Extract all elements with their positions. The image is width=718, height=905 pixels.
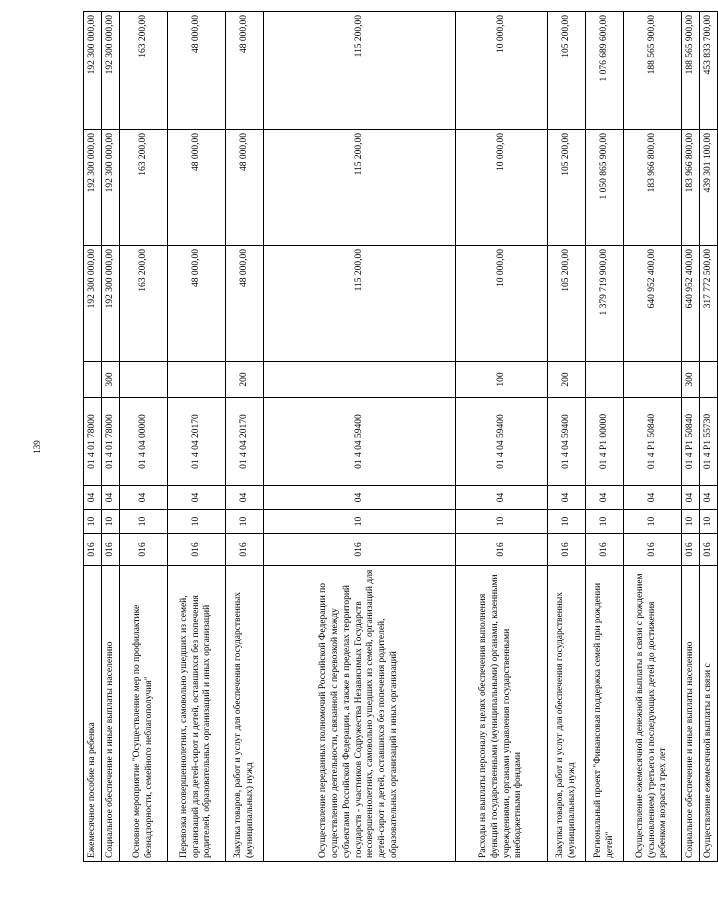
cell-vr [84,362,102,398]
cell-vr [120,362,168,398]
cell-csr: 01 4 P1 50840 [624,398,682,486]
cell-sub: 04 [548,486,586,510]
cell-y2: 10 000,00 [456,130,548,246]
cell-sub: 04 [456,486,548,510]
cell-csr: 01 4 01 78000 [102,398,120,486]
cell-y2: 183 966 800,00 [624,130,682,246]
cell-name: Осуществление переданных полномочий Российской Федерации по осуществлению деятельности, связанной с перевозкой между субъектами Российской Федерации, а также в пределах территорий государств - участников Содружества Независимых Государств несовершеннолетних, самовольно ушедших из семей, организаций для детей-сирот и детей, оставшихся без попечения родителей, образовательных организаций и иных организаций [264,566,456,862]
cell-y3: 192 300 000,00 [84,12,102,130]
table-row [102,12,120,862]
cell-y3: 188 565 900,00 [682,12,700,130]
cell-csr: 01 4 04 20170 [168,398,226,486]
cell-y1: 640 952 400,00 [624,246,682,362]
cell-y2: 48 000,00 [168,130,226,246]
table-row [682,12,700,862]
cell-vr: 300 [682,362,700,398]
cell-sub: 04 [226,486,264,510]
cell-csr: 01 4 04 59400 [456,398,548,486]
cell-y2: 105 200,00 [548,130,586,246]
cell-name: Ежемесячное пособие на ребенка [84,566,102,862]
cell-y3: 192 300 000,00 [102,12,120,130]
cell-org: 016 [264,534,456,566]
cell-sub: 04 [264,486,456,510]
table-row [456,12,548,862]
cell-name: Закупка товаров, работ и услуг для обеспечения государственных (муниципальных) нужд [226,566,264,862]
table-row [84,12,102,862]
cell-sub: 04 [624,486,682,510]
table-row [548,12,586,862]
cell-y1: 192 300 000,00 [84,246,102,362]
table-row [624,12,682,862]
cell-name: Перевозка несовершеннолетних, самовольно ушедших из семей, организаций для детей-сирот и детей, оставшихся без попечения родителей, образовательных организаций и иных организаций [168,566,226,862]
cell-sec: 10 [682,510,700,534]
cell-sec: 10 [120,510,168,534]
cell-sec: 10 [456,510,548,534]
cell-y1: 105 200,00 [548,246,586,362]
cell-name: Социальное обеспечение и иные выплаты населению [682,566,700,862]
cell-sec: 10 [102,510,120,534]
table-row [168,12,226,862]
cell-y3: 453 833 700,00 [700,12,718,130]
cell-org: 016 [84,534,102,566]
cell-y1: 640 952 400,00 [682,246,700,362]
cell-vr: 200 [226,362,264,398]
cell-y1: 192 300 000,00 [102,246,120,362]
cell-y1: 1 379 719 900,00 [586,246,624,362]
cell-y2: 192 300 000,00 [102,130,120,246]
cell-vr: 300 [102,362,120,398]
cell-sub: 04 [586,486,624,510]
cell-org: 016 [682,534,700,566]
cell-vr: 100 [456,362,548,398]
cell-vr [624,362,682,398]
cell-csr: 01 4 01 78000 [84,398,102,486]
cell-y2: 1 050 865 900,00 [586,130,624,246]
cell-org: 016 [102,534,120,566]
cell-org: 016 [456,534,548,566]
budget-table-container [83,12,713,862]
cell-sec: 10 [624,510,682,534]
cell-name: Осуществление ежемесячной денежной выплаты в связи с рождением (усыновлением) третьего и последующих детей до достижения ребенком возраста трех лет [624,566,682,862]
cell-y1: 48 000,00 [226,246,264,362]
cell-sub: 04 [102,486,120,510]
cell-vr [168,362,226,398]
cell-csr: 01 4 P1 00000 [586,398,624,486]
cell-sec: 10 [226,510,264,534]
cell-y3: 188 565 900,00 [624,12,682,130]
cell-csr: 01 4 04 59400 [548,398,586,486]
cell-y3: 10 000,00 [456,12,548,130]
cell-y2: 192 300 000,00 [84,130,102,246]
cell-y1: 10 000,00 [456,246,548,362]
table-row [700,12,718,862]
cell-y1: 163 200,00 [120,246,168,362]
cell-org: 016 [624,534,682,566]
table-row [586,12,624,862]
cell-name: Осуществление ежемесячной выплаты в связи с [700,566,718,862]
cell-vr [700,362,718,398]
cell-sub: 04 [168,486,226,510]
cell-org: 016 [168,534,226,566]
cell-y3: 105 200,00 [548,12,586,130]
cell-y3: 48 000,00 [168,12,226,130]
cell-csr: 01 4 04 20170 [226,398,264,486]
cell-vr [264,362,456,398]
cell-sec: 10 [700,510,718,534]
cell-y1: 48 000,00 [168,246,226,362]
cell-y2: 439 301 100,00 [700,130,718,246]
cell-org: 016 [226,534,264,566]
cell-name: Основное мероприятие "Осуществление мер по профилактике безнадзорности, семейного неблагополучия" [120,566,168,862]
cell-csr: 01 4 04 00000 [120,398,168,486]
cell-org: 016 [548,534,586,566]
cell-sec: 10 [586,510,624,534]
cell-y3: 115 200,00 [264,12,456,130]
cell-sec: 10 [168,510,226,534]
cell-sec: 10 [548,510,586,534]
cell-csr: 01 4 04 59400 [264,398,456,486]
cell-sec: 10 [84,510,102,534]
cell-sub: 04 [682,486,700,510]
table-row [264,12,456,862]
cell-vr [586,362,624,398]
cell-sec: 10 [264,510,456,534]
cell-y3: 48 000,00 [226,12,264,130]
cell-y1: 115 200,00 [264,246,456,362]
cell-sub: 04 [84,486,102,510]
cell-name: Социальное обеспечение и иные выплаты населению [102,566,120,862]
table-row [226,12,264,862]
cell-org: 016 [586,534,624,566]
cell-csr: 01 4 P1 50840 [682,398,700,486]
cell-name: Закупка товаров, работ и услуг для обеспечения государственных (муниципальных) нужд [548,566,586,862]
cell-vr: 200 [548,362,586,398]
cell-name: Региональный проект "Финансовая поддержка семей при рождении детей" [586,566,624,862]
page-number: 139 [31,440,42,454]
cell-y3: 163 200,00 [120,12,168,130]
table-row [120,12,168,862]
cell-org: 016 [120,534,168,566]
cell-y2: 163 200,00 [120,130,168,246]
cell-sub: 04 [700,486,718,510]
cell-y2: 48 000,00 [226,130,264,246]
cell-csr: 01 4 P1 55730 [700,398,718,486]
cell-name: Расходы на выплаты персоналу в целях обеспечения выполнения функций государственными (муниципальными) органами, казенными учреждениями, органами управления государственными внебюджетными фондами [456,566,548,862]
budget-table [83,11,718,862]
cell-org: 016 [700,534,718,566]
cell-y1: 317 772 500,00 [700,246,718,362]
cell-y2: 183 966 800,00 [682,130,700,246]
cell-y2: 115 200,00 [264,130,456,246]
cell-y3: 1 076 689 600,00 [586,12,624,130]
cell-sub: 04 [120,486,168,510]
